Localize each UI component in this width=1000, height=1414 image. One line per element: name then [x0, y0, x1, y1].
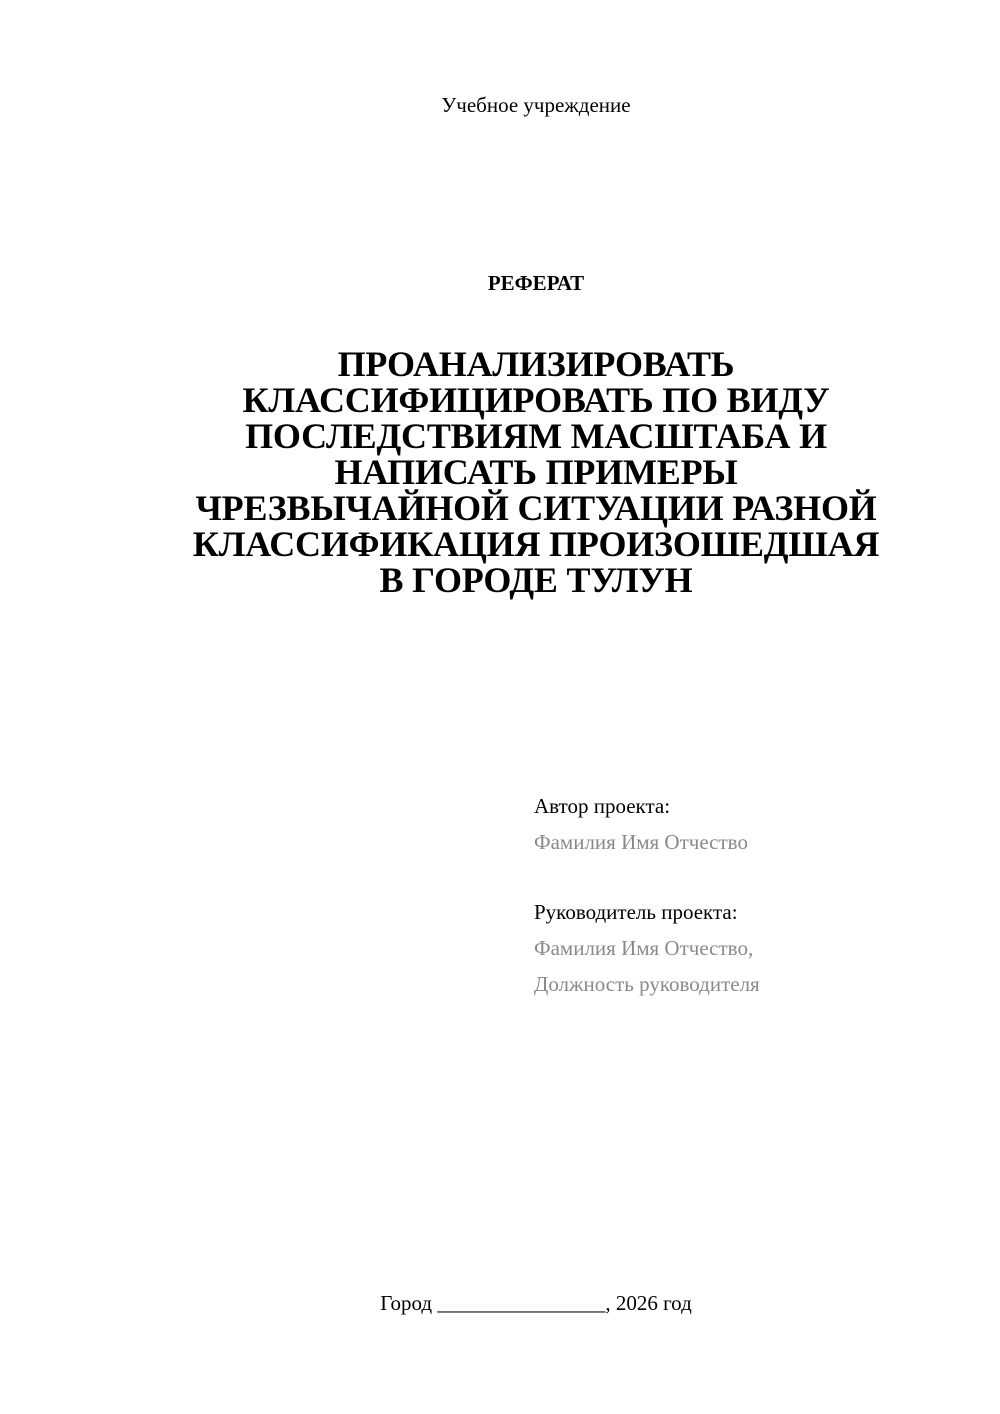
title-line: В ГОРОДЕ ТУЛУН	[379, 560, 693, 600]
title-line: ЧРЕЗВЫЧАЙНОЙ СИТУАЦИИ РАЗНОЙ	[195, 488, 877, 528]
title-line: КЛАССИФИЦИРОВАТЬ ПО ВИДУ	[242, 380, 830, 420]
supervisor-position: Должность руководителя	[534, 972, 760, 996]
title-line: ПРОАНАЛИЗИРОВАТЬ	[337, 344, 735, 384]
document-type: РЕФЕРАТ	[487, 271, 585, 295]
institution-name: Учебное учреждение	[441, 93, 631, 117]
city-year-line: Город ________________, 2026 год	[380, 1291, 692, 1315]
title-line: НАПИСАТЬ ПРИМЕРЫ	[334, 452, 738, 492]
supervisor-name: Фамилия Имя Отчество,	[534, 936, 754, 960]
document-title	[120, 346, 952, 598]
authors-block	[534, 788, 974, 1002]
supervisor-label: Руководитель проекта:	[534, 900, 738, 924]
author-label: Автор проекта:	[534, 794, 671, 818]
title-line: ПОСЛЕДСТВИЯМ МАСШТАБА И	[245, 416, 827, 456]
spacer	[534, 860, 974, 894]
title-line: КЛАССИФИКАЦИЯ ПРОИЗОШЕДШАЯ	[192, 524, 880, 564]
author-name: Фамилия Имя Отчество	[534, 830, 748, 854]
